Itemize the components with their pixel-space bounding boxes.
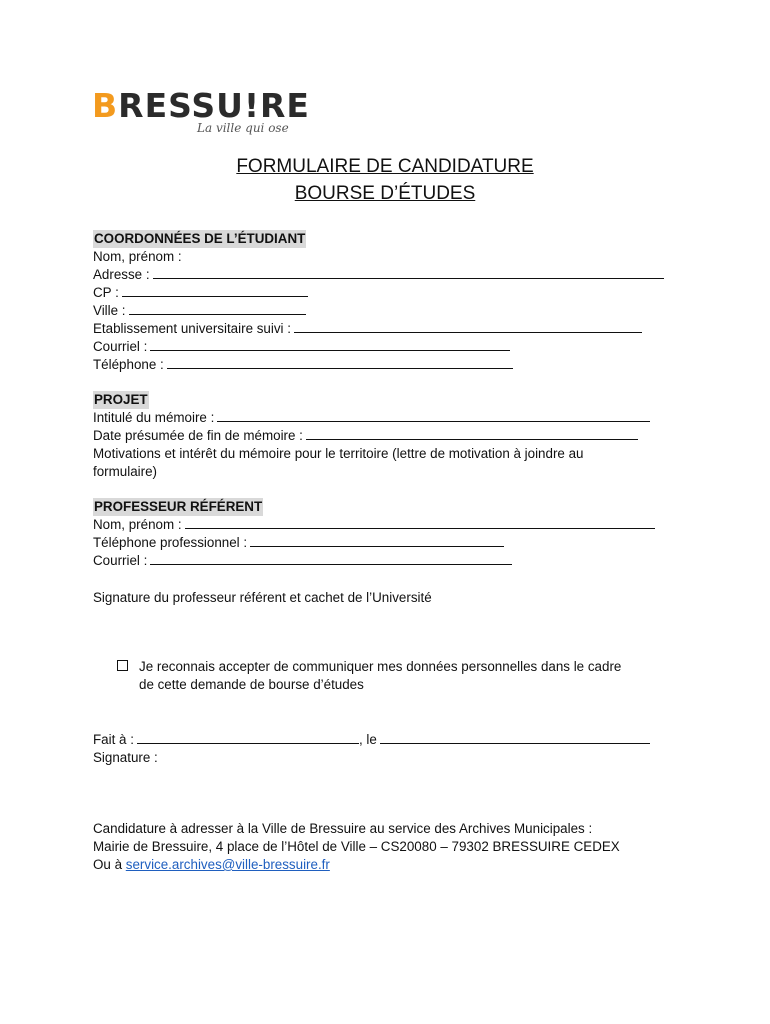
date-field[interactable] bbox=[380, 731, 650, 744]
footer-line-1: Candidature à adresser à la Ville de Bressuire au service des Archives Municipales : bbox=[93, 821, 593, 836]
student-phone-label: Téléphone : bbox=[93, 357, 164, 372]
thesis-end-date-field[interactable] bbox=[306, 427, 638, 440]
student-address-field[interactable] bbox=[153, 266, 664, 279]
professor-phone-row bbox=[93, 534, 504, 552]
professor-email-row bbox=[93, 552, 512, 570]
student-email-field[interactable] bbox=[150, 338, 510, 351]
project-section-heading: PROJET bbox=[94, 392, 148, 407]
professor-phone-label: Téléphone professionnel : bbox=[93, 535, 248, 550]
student-address-label: Adresse : bbox=[93, 267, 150, 282]
student-city-label: Ville : bbox=[93, 303, 126, 318]
student-name-label: Nom, prénom : bbox=[93, 249, 182, 264]
thesis-title-label: Intitulé du mémoire : bbox=[93, 410, 215, 425]
professor-phone-field[interactable] bbox=[250, 534, 504, 547]
done-at-field[interactable] bbox=[137, 731, 359, 744]
motivation-text-1: Motivations et intérêt du mémoire pour le territoire (lettre de motivation à joindre au bbox=[93, 446, 584, 461]
logo-tagline: La ville qui ose bbox=[197, 121, 289, 135]
consent-checkbox[interactable] bbox=[117, 660, 128, 671]
form-title: FORMULAIRE DE CANDIDATURE bbox=[236, 156, 534, 177]
student-cp-row bbox=[93, 284, 308, 302]
professor-name-row bbox=[93, 516, 655, 534]
logo-accent-letter: B bbox=[92, 86, 119, 125]
student-phone-row bbox=[93, 356, 513, 374]
form-subtitle: BOURSE D’ÉTUDES bbox=[294, 183, 476, 204]
signature-label: Signature : bbox=[93, 750, 158, 765]
student-address-row bbox=[93, 266, 664, 284]
student-email-row bbox=[93, 338, 510, 356]
professor-email-field[interactable] bbox=[150, 552, 512, 565]
professor-signature-label: Signature du professeur référent et cachet de l’Université bbox=[93, 590, 432, 605]
professor-name-field[interactable] bbox=[185, 516, 655, 529]
consent-text bbox=[139, 658, 679, 694]
logo-wordmark: RESSU!RE bbox=[118, 86, 310, 125]
footer-line-3 bbox=[93, 856, 330, 874]
student-email-label: Courriel : bbox=[93, 339, 148, 354]
student-city-row bbox=[93, 302, 306, 320]
thesis-end-date-row bbox=[93, 427, 638, 445]
place-date-row bbox=[93, 731, 650, 749]
student-section-heading: COORDONNÉES DE L’ÉTUDIANT bbox=[94, 231, 306, 246]
professor-section-heading: PROFESSEUR RÉFÉRENT bbox=[94, 499, 263, 514]
bressuire-logo bbox=[92, 86, 310, 142]
student-name-row bbox=[93, 248, 182, 266]
thesis-end-date-label: Date présumée de fin de mémoire : bbox=[93, 428, 303, 443]
consent-text-line-1: Je reconnais accepter de communiquer mes données personnelles dans le cadre bbox=[139, 659, 622, 674]
student-school-field[interactable] bbox=[294, 320, 642, 333]
student-school-label: Etablissement universitaire suivi : bbox=[93, 321, 291, 336]
footer-line-2: Mairie de Bressuire, 4 place de l’Hôtel de Ville – CS20080 – 79302 BRESSUIRE CEDEX bbox=[93, 839, 620, 854]
thesis-title-field[interactable] bbox=[217, 409, 650, 422]
student-cp-label: CP : bbox=[93, 285, 119, 300]
professor-email-label: Courriel : bbox=[93, 553, 148, 568]
student-cp-field[interactable] bbox=[122, 284, 308, 297]
date-label: , le bbox=[358, 732, 377, 747]
motivation-text-2: formulaire) bbox=[93, 464, 157, 479]
student-city-field[interactable] bbox=[129, 302, 306, 315]
student-school-row bbox=[93, 320, 642, 338]
consent-text-line-2: de cette demande de bourse d’études bbox=[139, 677, 364, 692]
archives-email-link[interactable]: service.archives@ville-bressuire.fr bbox=[125, 857, 330, 872]
student-phone-field[interactable] bbox=[167, 356, 513, 369]
professor-name-label: Nom, prénom : bbox=[93, 517, 182, 532]
thesis-title-row bbox=[93, 409, 650, 427]
footer-or-label: Ou à bbox=[93, 857, 123, 872]
done-at-label: Fait à : bbox=[93, 732, 134, 747]
